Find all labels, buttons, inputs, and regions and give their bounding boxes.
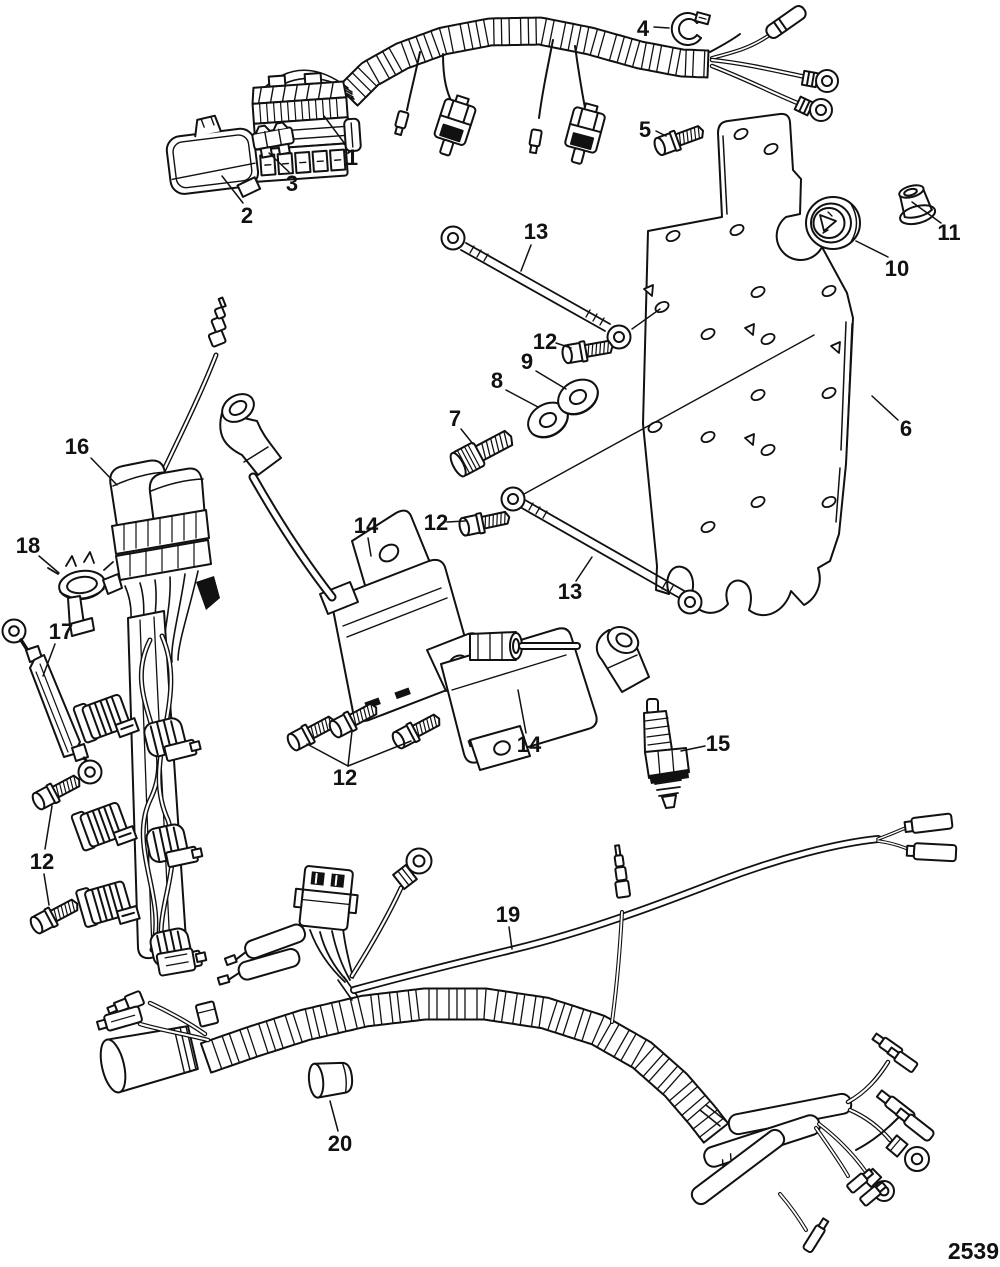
callout-5: 5: [638, 117, 652, 142]
callout-7: 7: [448, 406, 462, 431]
callout-15: 15: [705, 731, 731, 756]
part-10-grommet: [806, 197, 860, 249]
callout-2: 2: [240, 203, 254, 228]
ring-terminal: [810, 99, 832, 121]
callout-12a: 12: [532, 329, 558, 354]
part-20-sleeve: [307, 1060, 353, 1098]
callout-11: 11: [937, 220, 961, 245]
callout-13a: 13: [523, 219, 549, 244]
callout-19: 19: [495, 902, 521, 927]
callout-8: 8: [490, 368, 504, 393]
ring-terminal: [816, 70, 838, 92]
callout-18: 18: [15, 533, 41, 558]
callout-13b: 13: [557, 579, 583, 604]
callout-14a: 14: [353, 513, 379, 538]
callout-6: 6: [899, 416, 913, 441]
callout-12c: 12: [332, 765, 358, 790]
callout-17: 17: [48, 619, 74, 644]
callout-14b: 14: [516, 732, 542, 757]
callout-4: 4: [636, 16, 650, 41]
callout-16: 16: [64, 434, 90, 459]
callout-20: 20: [327, 1131, 353, 1156]
callout-10: 10: [884, 256, 910, 281]
leader-line: [654, 27, 669, 28]
callout-12d: 12: [29, 849, 55, 874]
leader-line: [447, 521, 465, 522]
callout-12b: 12: [423, 510, 449, 535]
callout-3: 3: [285, 171, 299, 196]
drawing-number: 2539: [947, 1238, 999, 1264]
callout-9: 9: [520, 349, 534, 374]
callout-1: 1: [345, 145, 359, 170]
